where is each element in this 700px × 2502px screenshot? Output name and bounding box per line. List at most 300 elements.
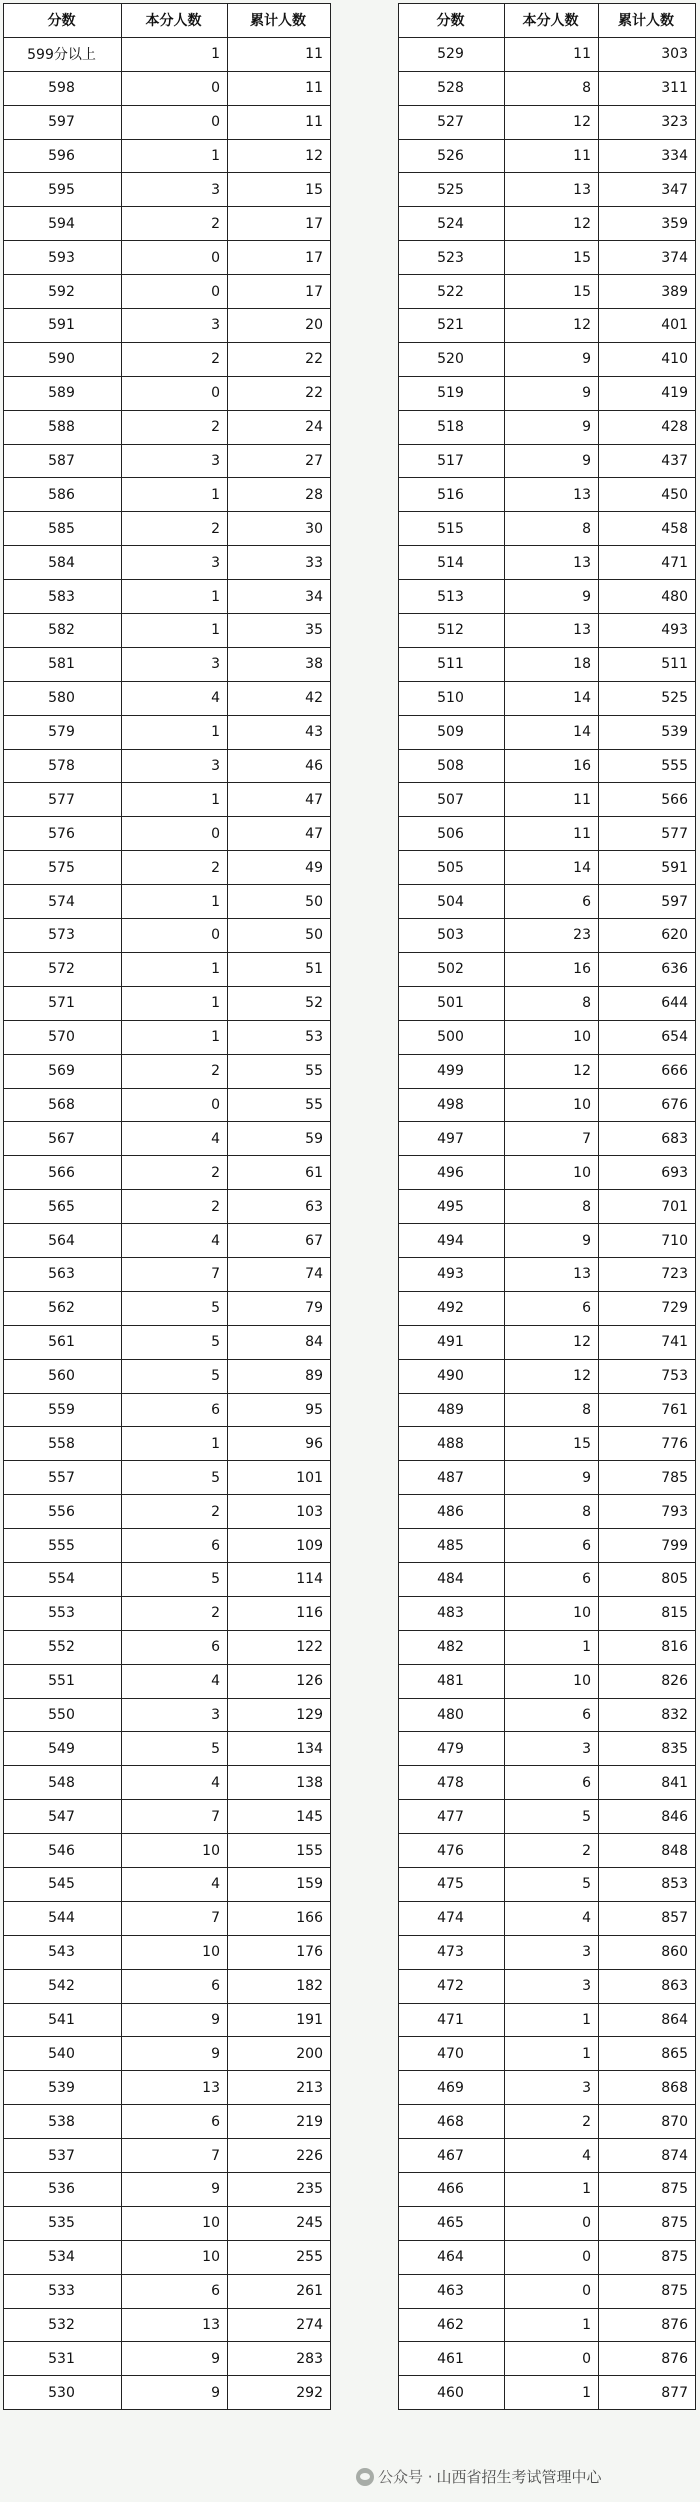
count-cell: 9 — [505, 444, 599, 478]
cumulative-cell: 875 — [599, 2173, 696, 2207]
cumulative-cell: 67 — [228, 1224, 331, 1258]
count-cell: 8 — [505, 1190, 599, 1224]
count-cell: 3 — [122, 309, 228, 343]
cumulative-cell: 875 — [599, 2274, 696, 2308]
cumulative-cell: 46 — [228, 749, 331, 783]
cumulative-cell: 11 — [228, 105, 331, 139]
count-cell: 7 — [505, 1122, 599, 1156]
table-row — [4, 2342, 331, 2376]
score-cell: 537 — [4, 2139, 122, 2173]
score-cell: 565 — [4, 1190, 122, 1224]
count-cell: 5 — [505, 1800, 599, 1834]
count-cell: 8 — [505, 1393, 599, 1427]
table-row — [399, 1935, 696, 1969]
table-row — [4, 1630, 331, 1664]
table-row — [399, 1867, 696, 1901]
table-row — [4, 1190, 331, 1224]
table-row — [399, 546, 696, 580]
count-cell: 0 — [122, 919, 228, 953]
score-cell: 543 — [4, 1935, 122, 1969]
count-cell: 10 — [505, 1664, 599, 1698]
cumulative-cell: 226 — [228, 2139, 331, 2173]
table-row — [399, 2206, 696, 2240]
table-row — [4, 2139, 331, 2173]
score-cell: 467 — [399, 2139, 505, 2173]
count-cell: 6 — [122, 1393, 228, 1427]
table-row — [4, 1867, 331, 1901]
score-cell: 561 — [4, 1325, 122, 1359]
score-cell: 538 — [4, 2105, 122, 2139]
count-cell: 4 — [122, 1867, 228, 1901]
table-row — [399, 1596, 696, 1630]
score-cell: 562 — [4, 1291, 122, 1325]
count-cell: 12 — [505, 1359, 599, 1393]
count-cell: 0 — [122, 275, 228, 309]
score-cell: 513 — [399, 580, 505, 614]
score-cell: 510 — [399, 681, 505, 715]
table-row — [4, 2274, 331, 2308]
table-row — [399, 1732, 696, 1766]
count-cell: 3 — [505, 1969, 599, 2003]
table-row — [4, 1969, 331, 2003]
cumulative-cell: 805 — [599, 1562, 696, 1596]
watermark-brand: 山西省招生考试管理中心 — [436, 2468, 602, 2486]
count-cell: 0 — [122, 1088, 228, 1122]
score-cell: 590 — [4, 342, 122, 376]
cumulative-cell: 577 — [599, 817, 696, 851]
table-row — [399, 614, 696, 648]
count-cell: 1 — [505, 2376, 599, 2410]
table-row — [4, 952, 331, 986]
score-cell: 483 — [399, 1596, 505, 1630]
cumulative-cell: 374 — [599, 241, 696, 275]
cumulative-cell: 666 — [599, 1054, 696, 1088]
table-row — [4, 105, 331, 139]
score-cell: 547 — [4, 1800, 122, 1834]
cumulative-cell: 11 — [228, 71, 331, 105]
table-row — [4, 1901, 331, 1935]
cumulative-cell: 17 — [228, 275, 331, 309]
table-row — [4, 1325, 331, 1359]
table-row — [399, 1122, 696, 1156]
table-row — [4, 478, 331, 512]
score-cell: 501 — [399, 986, 505, 1020]
table-row — [4, 2308, 331, 2342]
watermark — [356, 2466, 602, 2487]
score-cell: 528 — [399, 71, 505, 105]
score-cell: 570 — [4, 1020, 122, 1054]
table-row — [4, 1834, 331, 1868]
count-cell: 0 — [505, 2206, 599, 2240]
table-row — [399, 2240, 696, 2274]
score-cell: 585 — [4, 512, 122, 546]
table-row — [399, 647, 696, 681]
table-row — [399, 817, 696, 851]
cumulative-cell: 419 — [599, 376, 696, 410]
score-cell: 589 — [4, 376, 122, 410]
score-cell: 463 — [399, 2274, 505, 2308]
table-row — [4, 1596, 331, 1630]
score-cell: 566 — [4, 1156, 122, 1190]
score-cell: 596 — [4, 139, 122, 173]
table-row — [399, 1901, 696, 1935]
count-cell: 9 — [505, 580, 599, 614]
table-row — [4, 2037, 331, 2071]
cumulative-cell: 38 — [228, 647, 331, 681]
table-row — [399, 275, 696, 309]
table-row — [4, 2071, 331, 2105]
table-row — [399, 1359, 696, 1393]
count-cell: 1 — [505, 2173, 599, 2207]
score-cell: 573 — [4, 919, 122, 953]
count-cell: 12 — [505, 1325, 599, 1359]
count-cell: 6 — [505, 1291, 599, 1325]
count-cell: 3 — [505, 1732, 599, 1766]
score-cell: 461 — [399, 2342, 505, 2376]
score-cell: 534 — [4, 2240, 122, 2274]
table-row — [4, 546, 331, 580]
count-cell: 16 — [505, 952, 599, 986]
table-row — [399, 919, 696, 953]
table-row — [4, 1122, 331, 1156]
cumulative-cell: 235 — [228, 2173, 331, 2207]
cumulative-cell: 753 — [599, 1359, 696, 1393]
score-cell: 471 — [399, 2003, 505, 2037]
score-cell: 549 — [4, 1732, 122, 1766]
cumulative-cell: 334 — [599, 139, 696, 173]
table-row — [4, 342, 331, 376]
cumulative-cell: 55 — [228, 1054, 331, 1088]
count-cell: 1 — [122, 139, 228, 173]
count-cell: 1 — [122, 478, 228, 512]
cumulative-cell: 103 — [228, 1495, 331, 1529]
table-row — [399, 851, 696, 885]
count-cell: 2 — [122, 1054, 228, 1088]
cumulative-cell: 389 — [599, 275, 696, 309]
cumulative-cell: 59 — [228, 1122, 331, 1156]
table-row — [399, 2342, 696, 2376]
count-cell: 5 — [122, 1325, 228, 1359]
table-row — [4, 1529, 331, 1563]
cumulative-cell: 816 — [599, 1630, 696, 1664]
table-row — [399, 410, 696, 444]
cumulative-cell: 841 — [599, 1766, 696, 1800]
cumulative-cell: 785 — [599, 1461, 696, 1495]
table-row — [399, 71, 696, 105]
table-row — [399, 1698, 696, 1732]
score-cell: 521 — [399, 309, 505, 343]
count-cell: 2 — [122, 512, 228, 546]
count-cell: 0 — [505, 2342, 599, 2376]
score-cell: 599分以上 — [4, 37, 122, 71]
table-row — [399, 444, 696, 478]
score-cell: 560 — [4, 1359, 122, 1393]
score-cell: 511 — [399, 647, 505, 681]
score-cell: 553 — [4, 1596, 122, 1630]
table-row — [4, 1359, 331, 1393]
cumulative-cell: 644 — [599, 986, 696, 1020]
table-row — [4, 749, 331, 783]
score-cell: 485 — [399, 1529, 505, 1563]
score-cell: 567 — [4, 1122, 122, 1156]
count-cell: 13 — [122, 2071, 228, 2105]
count-cell: 0 — [122, 71, 228, 105]
score-cell: 568 — [4, 1088, 122, 1122]
table-row — [4, 1766, 331, 1800]
cumulative-cell: 138 — [228, 1766, 331, 1800]
cumulative-cell: 182 — [228, 1969, 331, 2003]
cumulative-cell: 591 — [599, 851, 696, 885]
table-row — [399, 1054, 696, 1088]
count-cell: 6 — [505, 1698, 599, 1732]
score-cell: 491 — [399, 1325, 505, 1359]
cumulative-cell: 274 — [228, 2308, 331, 2342]
header-score: 分数 — [4, 4, 122, 38]
count-cell: 10 — [122, 1935, 228, 1969]
score-cell: 486 — [399, 1495, 505, 1529]
cumulative-cell: 826 — [599, 1664, 696, 1698]
score-cell: 557 — [4, 1461, 122, 1495]
score-cell: 499 — [399, 1054, 505, 1088]
cumulative-cell: 11 — [228, 37, 331, 71]
table-row — [399, 1664, 696, 1698]
wechat-icon — [356, 2468, 374, 2486]
cumulative-cell: 437 — [599, 444, 696, 478]
count-cell: 11 — [505, 37, 599, 71]
table-row — [4, 376, 331, 410]
count-cell: 1 — [122, 37, 228, 71]
count-cell: 14 — [505, 715, 599, 749]
count-cell: 1 — [122, 1427, 228, 1461]
score-cell: 578 — [4, 749, 122, 783]
cumulative-cell: 311 — [599, 71, 696, 105]
table-row — [399, 2105, 696, 2139]
table-row — [4, 715, 331, 749]
cumulative-cell: 875 — [599, 2206, 696, 2240]
score-cell: 545 — [4, 1867, 122, 1901]
table-row — [399, 749, 696, 783]
count-cell: 13 — [505, 614, 599, 648]
count-cell: 13 — [505, 1257, 599, 1291]
cumulative-cell: 200 — [228, 2037, 331, 2071]
table-row — [399, 1766, 696, 1800]
score-cell: 593 — [4, 241, 122, 275]
count-cell: 9 — [505, 1461, 599, 1495]
score-cell: 571 — [4, 986, 122, 1020]
table-header-row — [399, 4, 696, 38]
count-cell: 6 — [122, 2105, 228, 2139]
cumulative-cell: 793 — [599, 1495, 696, 1529]
table-row — [399, 952, 696, 986]
cumulative-cell: 52 — [228, 986, 331, 1020]
score-cell: 465 — [399, 2206, 505, 2240]
header-cumulative: 累计人数 — [228, 4, 331, 38]
cumulative-cell: 49 — [228, 851, 331, 885]
score-cell: 475 — [399, 1867, 505, 1901]
count-cell: 11 — [505, 817, 599, 851]
count-cell: 10 — [505, 1596, 599, 1630]
score-cell: 490 — [399, 1359, 505, 1393]
table-row — [4, 512, 331, 546]
cumulative-cell: 50 — [228, 885, 331, 919]
count-cell: 1 — [122, 614, 228, 648]
table-row — [4, 647, 331, 681]
table-row — [4, 2105, 331, 2139]
score-cell: 569 — [4, 1054, 122, 1088]
table-row — [4, 986, 331, 1020]
table-row — [4, 1495, 331, 1529]
cumulative-cell: 155 — [228, 1834, 331, 1868]
table-row — [399, 2037, 696, 2071]
cumulative-cell: 539 — [599, 715, 696, 749]
score-cell: 466 — [399, 2173, 505, 2207]
score-cell: 533 — [4, 2274, 122, 2308]
cumulative-cell: 450 — [599, 478, 696, 512]
cumulative-cell: 471 — [599, 546, 696, 580]
table-row — [4, 1088, 331, 1122]
header-cumulative: 累计人数 — [599, 4, 696, 38]
score-cell: 477 — [399, 1800, 505, 1834]
score-cell: 527 — [399, 105, 505, 139]
cumulative-cell: 877 — [599, 2376, 696, 2410]
count-cell: 2 — [122, 851, 228, 885]
count-cell: 3 — [122, 647, 228, 681]
count-cell: 1 — [122, 986, 228, 1020]
count-cell: 5 — [122, 1291, 228, 1325]
score-cell: 505 — [399, 851, 505, 885]
cumulative-cell: 129 — [228, 1698, 331, 1732]
count-cell: 12 — [505, 105, 599, 139]
table-row — [399, 207, 696, 241]
table-row — [4, 410, 331, 444]
score-cell: 509 — [399, 715, 505, 749]
table-row — [4, 885, 331, 919]
count-cell: 12 — [505, 309, 599, 343]
score-cell: 558 — [4, 1427, 122, 1461]
table-row — [4, 1427, 331, 1461]
table-row — [399, 2071, 696, 2105]
count-cell: 5 — [505, 1867, 599, 1901]
count-cell: 1 — [122, 783, 228, 817]
table-row — [4, 309, 331, 343]
table-row — [4, 681, 331, 715]
count-cell: 10 — [505, 1020, 599, 1054]
count-cell: 8 — [505, 512, 599, 546]
score-cell: 474 — [399, 1901, 505, 1935]
table-header-row — [4, 4, 331, 38]
score-cell: 598 — [4, 71, 122, 105]
table-row — [4, 851, 331, 885]
count-cell: 6 — [505, 1529, 599, 1563]
table-row — [399, 1190, 696, 1224]
count-cell: 0 — [122, 105, 228, 139]
cumulative-cell: 511 — [599, 647, 696, 681]
table-row — [4, 139, 331, 173]
count-cell: 1 — [505, 1630, 599, 1664]
cumulative-cell: 30 — [228, 512, 331, 546]
cumulative-cell: 79 — [228, 1291, 331, 1325]
table-row — [4, 614, 331, 648]
count-cell: 1 — [505, 2003, 599, 2037]
cumulative-cell: 876 — [599, 2308, 696, 2342]
table-row — [4, 1020, 331, 1054]
count-cell: 3 — [122, 173, 228, 207]
cumulative-cell: 255 — [228, 2240, 331, 2274]
count-cell: 7 — [122, 1800, 228, 1834]
count-cell: 1 — [122, 580, 228, 614]
cumulative-cell: 864 — [599, 2003, 696, 2037]
score-cell: 484 — [399, 1562, 505, 1596]
count-cell: 9 — [505, 1224, 599, 1258]
score-cell: 489 — [399, 1393, 505, 1427]
score-cell: 524 — [399, 207, 505, 241]
cumulative-cell: 863 — [599, 1969, 696, 2003]
header-count: 本分人数 — [505, 4, 599, 38]
count-cell: 3 — [122, 1698, 228, 1732]
count-cell: 1 — [122, 715, 228, 749]
score-cell: 542 — [4, 1969, 122, 2003]
header-count: 本分人数 — [122, 4, 228, 38]
table-row — [4, 2206, 331, 2240]
cumulative-cell: 55 — [228, 1088, 331, 1122]
count-cell: 2 — [122, 1190, 228, 1224]
table-row — [4, 2173, 331, 2207]
score-cell: 508 — [399, 749, 505, 783]
score-cell: 470 — [399, 2037, 505, 2071]
cumulative-cell: 114 — [228, 1562, 331, 1596]
cumulative-cell: 134 — [228, 1732, 331, 1766]
score-cell: 502 — [399, 952, 505, 986]
count-cell: 9 — [122, 2173, 228, 2207]
cumulative-cell: 848 — [599, 1834, 696, 1868]
count-cell: 2 — [505, 1834, 599, 1868]
table-row — [399, 1529, 696, 1563]
score-cell: 587 — [4, 444, 122, 478]
cumulative-cell: 868 — [599, 2071, 696, 2105]
cumulative-cell: 74 — [228, 1257, 331, 1291]
count-cell: 0 — [505, 2240, 599, 2274]
table-body — [399, 37, 696, 2409]
score-cell: 523 — [399, 241, 505, 275]
cumulative-cell: 693 — [599, 1156, 696, 1190]
cumulative-cell: 723 — [599, 1257, 696, 1291]
count-cell: 15 — [505, 1427, 599, 1461]
cumulative-cell: 683 — [599, 1122, 696, 1156]
score-cell: 581 — [4, 647, 122, 681]
score-cell: 464 — [399, 2240, 505, 2274]
table-row — [399, 1630, 696, 1664]
score-cell: 492 — [399, 1291, 505, 1325]
count-cell: 11 — [505, 139, 599, 173]
count-cell: 4 — [122, 1766, 228, 1800]
score-cell: 469 — [399, 2071, 505, 2105]
score-cell: 579 — [4, 715, 122, 749]
table-row — [399, 1495, 696, 1529]
cumulative-cell: 292 — [228, 2376, 331, 2410]
table-row — [4, 2003, 331, 2037]
cumulative-cell: 480 — [599, 580, 696, 614]
cumulative-cell: 176 — [228, 1935, 331, 1969]
cumulative-cell: 493 — [599, 614, 696, 648]
score-cell: 520 — [399, 342, 505, 376]
table-row — [399, 1020, 696, 1054]
score-cell: 473 — [399, 1935, 505, 1969]
score-cell: 594 — [4, 207, 122, 241]
table-row — [4, 1156, 331, 1190]
table-row — [4, 1461, 331, 1495]
cumulative-cell: 428 — [599, 410, 696, 444]
score-cell: 494 — [399, 1224, 505, 1258]
